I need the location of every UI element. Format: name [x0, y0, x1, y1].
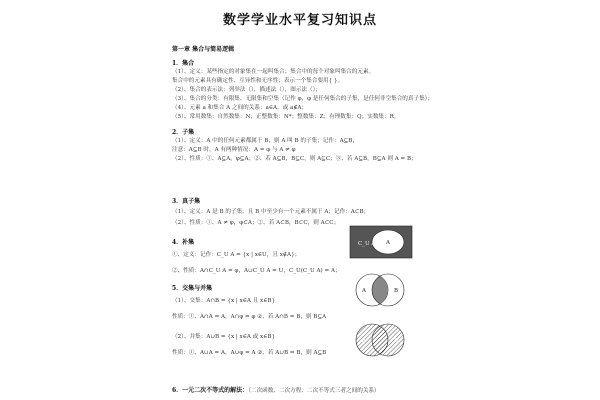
section-5-heading: 5．交集与并集 [172, 285, 213, 292]
s3-line-2: （2）、性质：①、A ≠ φ，φ⊂A；②、若 A⊂B，B⊂C，则 A⊂C； [172, 220, 340, 226]
s2-line-2: 注意：A⊆B 时，A 有两种情况：A = φ 与 A ≠ φ [172, 147, 296, 153]
set-a-label: A [386, 240, 390, 246]
s1-line-6: （5）、常用数集：自然数集：N；正整数集：N*；整数集：Z；有理数集：Q；实数集：R。 [172, 114, 400, 120]
s1-line-1: （1）、定义：某些指定的对象集在一起叫集合；集合中的每个对象叫集合的元素。 [172, 69, 375, 75]
s1-line-2: 集合中的元素具有确定性、互异性和无序性；表示一个集合要用{ }。 [172, 78, 344, 84]
venn-label-b: B [394, 288, 399, 294]
section-6-line [172, 387, 380, 395]
page-title: 数学学业水平复习知识点 [222, 13, 377, 28]
section-3-heading: 3．真子集 [172, 198, 201, 205]
section-4-heading: 4．补集 [172, 239, 195, 246]
section-1-heading: 1．集合 [172, 60, 195, 67]
s5-line-1: （1）、交集：A∩B = {x | x∈A 且 x∈B} [172, 298, 276, 304]
intersection-diagram [350, 270, 410, 310]
section-6-tail: （二次函数、二次方程、二次不等式三者之间的关系） [248, 388, 380, 394]
s1-line-3: （2）、集合的表示法：列举法（），描述法（），图示法（）； [172, 87, 321, 93]
venn-label-a: A [362, 288, 366, 294]
section-6-heading: 6．一元二次不等式的解法： [172, 387, 249, 394]
s3-line-1: （1）、定义：A 是 B 的子集，且 B 中至少有一个元素不属于 A；记作：A⊂B； [172, 209, 370, 215]
s1-line-4: （3）、集合的分类：有限集、无限集和空集（记作 φ，φ 是任何集合的子集，是任何非空集合的真子集）； [172, 96, 434, 102]
union-diagram [350, 320, 410, 360]
s4-line-1: ①、定义：记作：C_U A = {x | x∈U，且 x∉A}； [172, 252, 301, 258]
s1-line-5: （4）、元素 a 和集合 A 之间的关系：a∈A，或 a∉A； [172, 105, 308, 111]
s2-line-1: （1）、定义：A 中的任何元素都属于 B，则 A 叫 B 的子集；记作：A⊆B， [172, 138, 359, 144]
s5-line-2: 性质：①、A∩A = A，A∩φ = φ ②、若 A∩B = B，则 B⊆A [172, 314, 327, 320]
union-label-a: A [362, 338, 366, 344]
section-2-heading: 2．子集 [172, 129, 195, 136]
complement-diagram [350, 226, 412, 258]
s5-line-4: 性质：①、A∪A = A，A∪φ = A ②、若 A∪B = B，则 A⊆B [172, 350, 327, 356]
chapter-heading: 第一章 集合与简易逻辑 [172, 46, 235, 53]
s4-line-2: ②、性质：A∩C_U A = φ，A∪C_U A = U，C_U(C_U A) = A； [172, 268, 341, 274]
complement-label: C_U A [358, 241, 376, 247]
s2-line-3: （2）、性质：①、A⊆A，φ⊆A；②、若 A⊆B，B⊆C，则 A⊆C；③、若 A⊆B，B⊆A 则 A = B； [172, 156, 417, 162]
union-label-b: B [394, 338, 399, 344]
s5-line-3: （2）、并集：A∪B = {x | x∈A 或 x∈B} [172, 334, 276, 340]
